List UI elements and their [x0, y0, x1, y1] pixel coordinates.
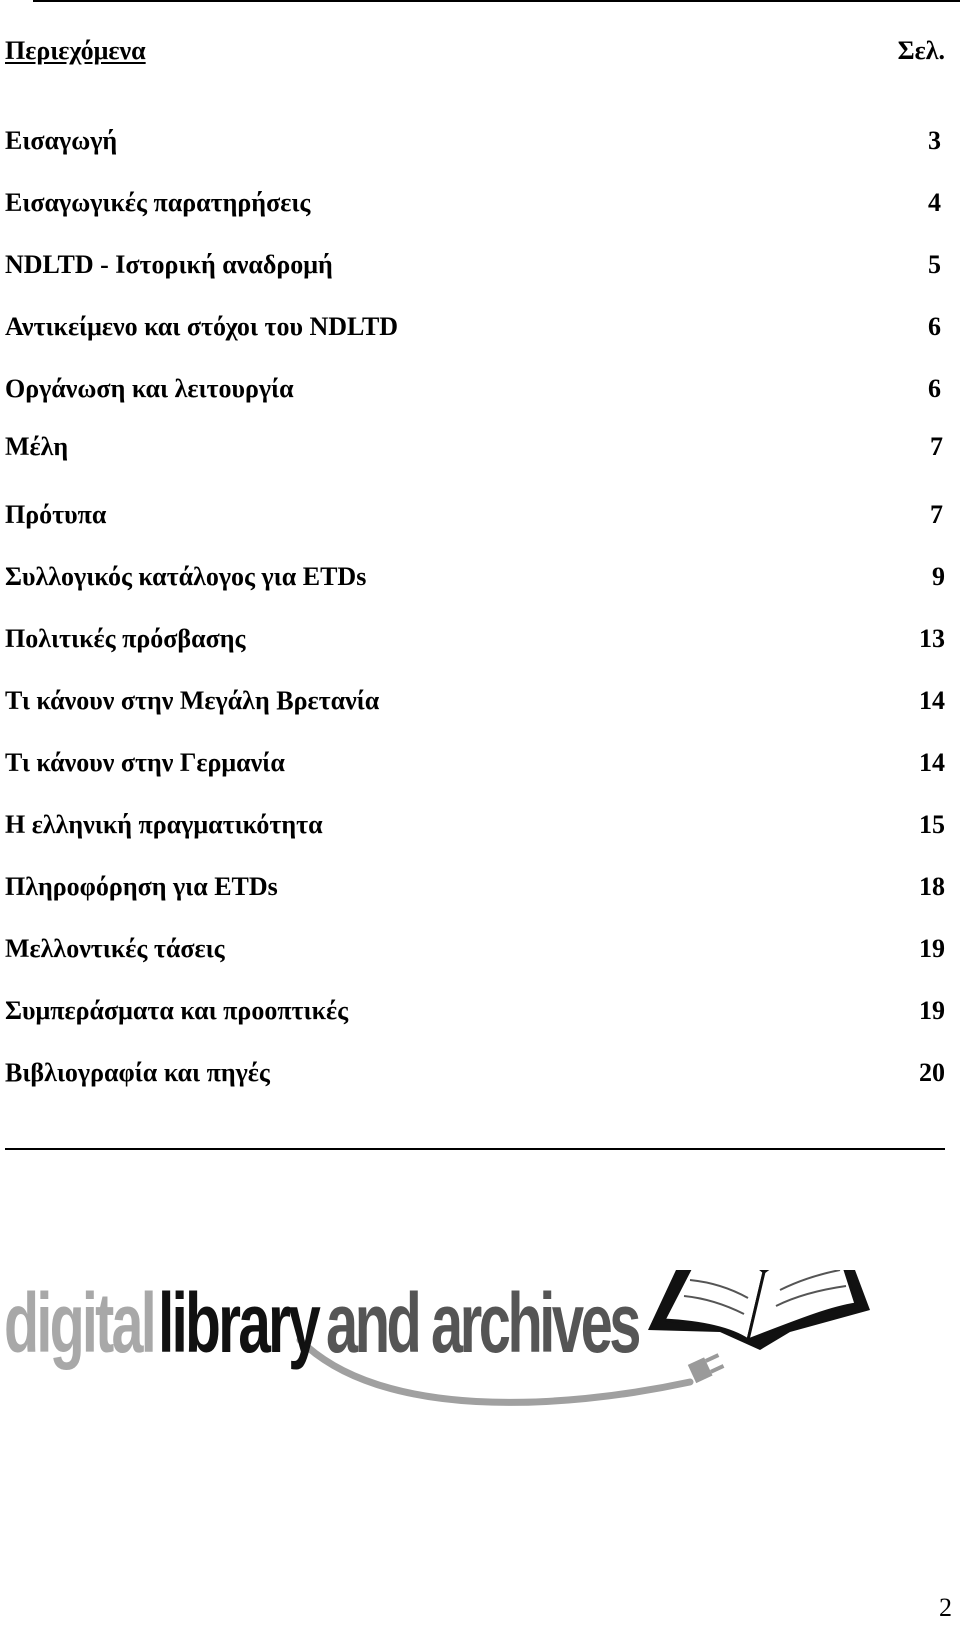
toc-entry-page: 18 [919, 872, 945, 901]
toc-entry-label: Τι κάνουν στην Γερμανία [5, 748, 285, 777]
toc-entry-page: 14 [919, 748, 945, 777]
toc-entry-page: 7 [930, 500, 943, 529]
toc-entry [5, 996, 945, 1032]
toc-entry-label: Πολιτικές πρόσβασης [5, 624, 246, 653]
toc-entry-page: 6 [928, 312, 941, 341]
toc-entry-page: 6 [928, 374, 941, 403]
plug-icon [688, 1351, 725, 1383]
toc-entry-page: 7 [930, 432, 943, 461]
toc-entry-label: Μελλοντικές τάσεις [5, 934, 225, 963]
page-number: 2 [939, 1593, 952, 1622]
toc-entry-label: Η ελληνική πραγματικότητα [5, 810, 323, 839]
toc-header [5, 36, 945, 76]
toc-entry-label: Πρότυπα [5, 500, 107, 529]
toc-entry [5, 562, 945, 598]
toc-entry [5, 126, 945, 162]
toc-entry [5, 432, 945, 468]
logo-word-and-archives: and archives [326, 1276, 640, 1370]
toc-title: Περιεχόμενα [5, 36, 146, 65]
toc-entry [5, 312, 945, 348]
toc-entry-label: Συμπεράσματα και προοπτικές [5, 996, 349, 1025]
open-book-icon [648, 1270, 870, 1350]
toc-entry-page: 20 [919, 1058, 945, 1087]
toc-entry [5, 500, 945, 536]
toc-entry [5, 624, 945, 660]
toc-entry-page: 19 [919, 996, 945, 1025]
toc-entry [5, 934, 945, 970]
toc-entry-label: NDLTD - Ιστορική αναδρομή [5, 250, 333, 279]
toc-entry-label: Βιβλιογραφία και πηγές [5, 1058, 270, 1087]
toc-entry [5, 810, 945, 846]
toc-entry-page: 14 [919, 686, 945, 715]
logo-word-digital: digital [4, 1276, 154, 1370]
toc-entry [5, 872, 945, 908]
toc-entry-page: 9 [932, 562, 945, 591]
toc-entry-label: Μέλη [5, 432, 69, 461]
toc-entry-label: Οργάνωση και λειτουργία [5, 374, 294, 403]
toc-entry-label: Συλλογικός κατάλογος για ETDs [5, 562, 367, 591]
toc-entry-label: Πληροφόρηση για ETDs [5, 872, 278, 901]
toc-entry-page: 5 [928, 250, 941, 279]
toc-entry-page: 15 [919, 810, 945, 839]
toc-entry [5, 188, 945, 224]
toc-entry-page: 3 [928, 126, 941, 155]
toc-page-header: Σελ. [897, 36, 945, 65]
bottom-rule [5, 1148, 945, 1150]
toc-entry-label: Αντικείμενο και στόχοι του NDLTD [5, 312, 399, 341]
toc-entry-label: Τι κάνουν στην Μεγάλη Βρετανία [5, 686, 380, 715]
toc-entry-label: Εισαγωγή [5, 126, 118, 155]
toc-entry [5, 686, 945, 722]
toc-entry-page: 13 [919, 624, 945, 653]
toc-entry-page: 19 [919, 934, 945, 963]
logo-word-library: library [158, 1276, 321, 1370]
toc-entry [5, 1058, 945, 1094]
top-rule [33, 0, 960, 2]
toc-entry-page: 4 [928, 188, 941, 217]
toc-entry [5, 250, 945, 286]
toc-entry [5, 374, 945, 410]
toc-entry [5, 748, 945, 784]
digital-library-logo [0, 1270, 910, 1440]
toc-entry-label: Εισαγωγικές παρατηρήσεις [5, 188, 311, 217]
